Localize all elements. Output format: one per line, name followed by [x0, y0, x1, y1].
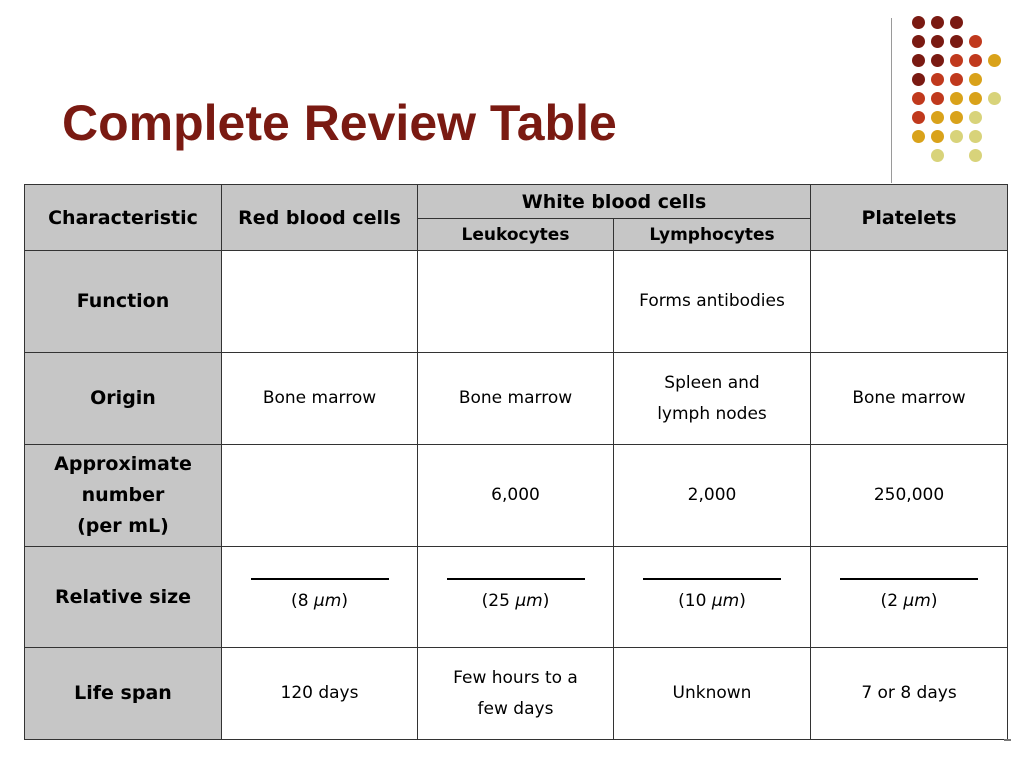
- function-leukocytes-cell: [418, 251, 614, 353]
- decorative-dot: [931, 73, 944, 86]
- decorative-dot: [912, 35, 925, 48]
- origin-platelets-cell: Bone marrow: [811, 353, 1008, 445]
- row-label-origin: Origin: [25, 353, 222, 445]
- decorative-dot: [950, 111, 963, 124]
- lifespan-leukocytes-line1: Few hours to a: [453, 667, 578, 688]
- number-rbc-cell: [222, 445, 418, 547]
- slide-title: Complete Review Table: [62, 95, 617, 151]
- header-red-blood-cells: Red blood cells: [222, 185, 418, 251]
- header-platelets: Platelets: [811, 185, 1008, 251]
- decorative-dot: [950, 35, 963, 48]
- table-row: [25, 353, 1008, 445]
- header-white-blood-cells: White blood cells: [418, 185, 811, 219]
- decorative-dot: [969, 35, 982, 48]
- decorative-dot: [969, 111, 982, 124]
- size-unit: μm: [313, 590, 342, 611]
- number-leukocytes-cell: 6,000: [418, 445, 614, 547]
- decorative-dot: [912, 111, 925, 124]
- decorative-dot: [988, 54, 1001, 67]
- number-platelets-cell: 250,000: [811, 445, 1008, 547]
- row-label-relative-size: Relative size: [25, 547, 222, 648]
- decorative-dot: [931, 54, 944, 67]
- decorative-dot: [912, 73, 925, 86]
- decorative-dot: [931, 16, 944, 29]
- number-lymphocytes-cell: 2,000: [614, 445, 811, 547]
- decorative-dot: [912, 92, 925, 105]
- row-label-function: Function: [25, 251, 222, 353]
- size-platelets-cell: (2 μm): [811, 547, 1008, 648]
- decorative-dot: [950, 92, 963, 105]
- table-row: [25, 445, 1008, 547]
- lifespan-leukocytes-line2: few days: [477, 698, 554, 719]
- decorative-dot: [988, 92, 1001, 105]
- size-value: 8: [297, 590, 309, 611]
- edge-tick-mark: [1004, 739, 1011, 741]
- size-unit: μm: [903, 590, 931, 611]
- decorative-dot: [969, 92, 982, 105]
- decorative-dot: [950, 130, 963, 143]
- origin-rbc-cell: Bone marrow: [222, 353, 418, 445]
- size-unit: μm: [515, 590, 543, 611]
- decorative-dot: [931, 92, 944, 105]
- row-label-line2: number: [81, 484, 165, 506]
- origin-lymphocytes-line2: lymph nodes: [657, 403, 767, 424]
- lifespan-lymphocytes-cell: Unknown: [614, 648, 811, 740]
- decorative-dot: [950, 16, 963, 29]
- size-blank-line: [840, 578, 978, 580]
- size-lymphocytes-cell: (10 μm): [614, 547, 811, 648]
- header-characteristic: Characteristic: [25, 185, 222, 251]
- decorative-dot: [969, 149, 982, 162]
- row-label-line3: (per mL): [77, 515, 169, 537]
- decorative-dot: [969, 54, 982, 67]
- decorative-dot: [950, 54, 963, 67]
- origin-lymphocytes-cell: [614, 353, 811, 445]
- decorative-dot: [969, 73, 982, 86]
- function-rbc-cell: [222, 251, 418, 353]
- origin-leukocytes-cell: Bone marrow: [418, 353, 614, 445]
- decorative-dot: [912, 16, 925, 29]
- decorative-dot: [912, 130, 925, 143]
- decorative-dot: [931, 35, 944, 48]
- size-value: 10: [684, 590, 707, 611]
- header-lymphocytes: Lymphocytes: [614, 219, 811, 251]
- decorative-dot: [931, 130, 944, 143]
- decorative-dot: [969, 130, 982, 143]
- header-row: [25, 185, 1008, 219]
- table-row: [25, 251, 1008, 353]
- decorative-dot: [912, 54, 925, 67]
- review-table: [24, 184, 1008, 740]
- size-blank-line: [447, 578, 585, 580]
- row-label-approximate-number: [25, 445, 222, 547]
- function-lymphocytes-cell: Forms antibodies: [614, 251, 811, 353]
- size-value: 25: [488, 590, 510, 611]
- origin-lymphocytes-line1: Spleen and: [664, 372, 760, 393]
- header-leukocytes: Leukocytes: [418, 219, 614, 251]
- size-blank-line: [643, 578, 781, 580]
- decorative-dot: [931, 111, 944, 124]
- decorative-dot: [950, 73, 963, 86]
- row-label-line1: Approximate: [54, 453, 192, 475]
- lifespan-rbc-cell: 120 days: [222, 648, 418, 740]
- lifespan-platelets-cell: 7 or 8 days: [811, 648, 1008, 740]
- table-row: [25, 547, 1008, 648]
- lifespan-leukocytes-cell: [418, 648, 614, 740]
- size-blank-line: [251, 578, 389, 580]
- row-label-life-span: Life span: [25, 648, 222, 740]
- size-unit: μm: [711, 590, 740, 611]
- function-platelets-cell: [811, 251, 1008, 353]
- size-value: 2: [887, 590, 899, 611]
- size-rbc-cell: (8 μm): [222, 547, 418, 648]
- table-row: [25, 648, 1008, 740]
- size-leukocytes-cell: (25 μm): [418, 547, 614, 648]
- decorative-dot: [931, 149, 944, 162]
- decorative-divider-line: [891, 18, 892, 183]
